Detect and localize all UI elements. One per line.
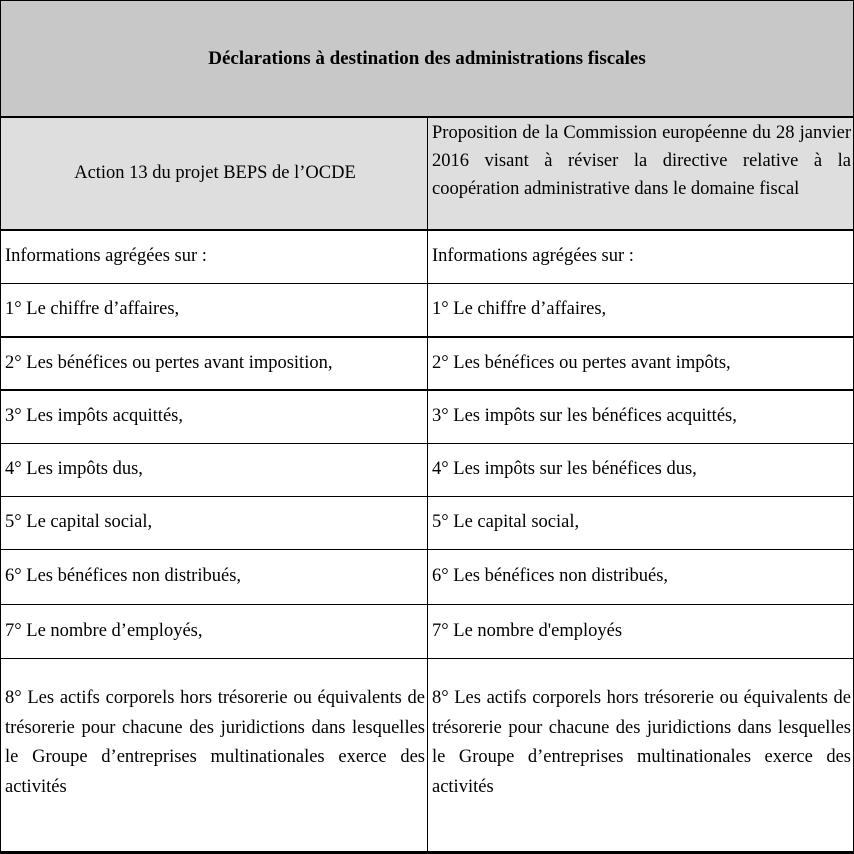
table-cell-right: 8° Les actifs corporels hors trésorerie ou équivalents de trésorerie pour chacune des juridictions dans lesquelles le Groupe d’entreprises multinationales exerce des activités [432, 688, 851, 797]
table-title-text: Déclarations à destination des administrations fiscales [208, 47, 646, 69]
table-row [1, 231, 853, 284]
table-title [1, 1, 853, 118]
table-cell-right: Informations agrégées sur : [432, 246, 634, 267]
table-cell-right: 3° Les impôts sur les bénéfices acquittés, [432, 406, 737, 427]
table-row [1, 284, 853, 338]
table-row [1, 497, 853, 550]
table-cell-left: 3° Les impôts acquittés, [1, 391, 428, 443]
table-cell-left: 5° Le capital social, [1, 497, 428, 549]
table-cell-left: 2° Les bénéfices ou pertes avant imposition, [1, 338, 428, 389]
table-cell-right: 1° Le chiffre d’affaires, [432, 299, 607, 320]
table-row [1, 550, 853, 605]
table-cell-left: 6° Les bénéfices non distribués, [1, 550, 428, 604]
table-cell-left: Informations agrégées sur : [1, 231, 428, 283]
table-cell-left: 8° Les actifs corporels hors trésorerie ou équivalents de trésorerie pour chacune des juridictions dans lesquelles le Groupe d’entreprises multinationales exerce des activités [1, 659, 428, 852]
table-row [1, 444, 853, 497]
table-cell-left: 1° Le chiffre d’affaires, [1, 284, 428, 336]
table-row [1, 605, 853, 659]
table-cell-left: 4° Les impôts dus, [1, 444, 428, 496]
table-cell-right: 6° Les bénéfices non distribués, [432, 566, 669, 587]
table-row [1, 338, 853, 391]
table-row [1, 659, 853, 852]
table-row [1, 391, 853, 444]
table-cell-left: 7° Le nombre d’employés, [1, 605, 428, 658]
table-cell-right: 2° Les bénéfices ou pertes avant impôts, [432, 352, 731, 373]
table-cell-right: 4° Les impôts sur les bénéfices dus, [432, 459, 697, 480]
column-header-commission: Proposition de la Commission européenne du 28 janvier 2016 visant à réviser la directive relative à la coopération administrative dans le domaine fiscal [428, 118, 853, 229]
table-cell-right: 5° Le capital social, [432, 512, 580, 533]
column-header-beps: Action 13 du projet BEPS de l’OCDE [1, 118, 428, 229]
column-header-row [1, 118, 853, 231]
table-cell-right: 7° Le nombre d'employés [432, 620, 623, 641]
